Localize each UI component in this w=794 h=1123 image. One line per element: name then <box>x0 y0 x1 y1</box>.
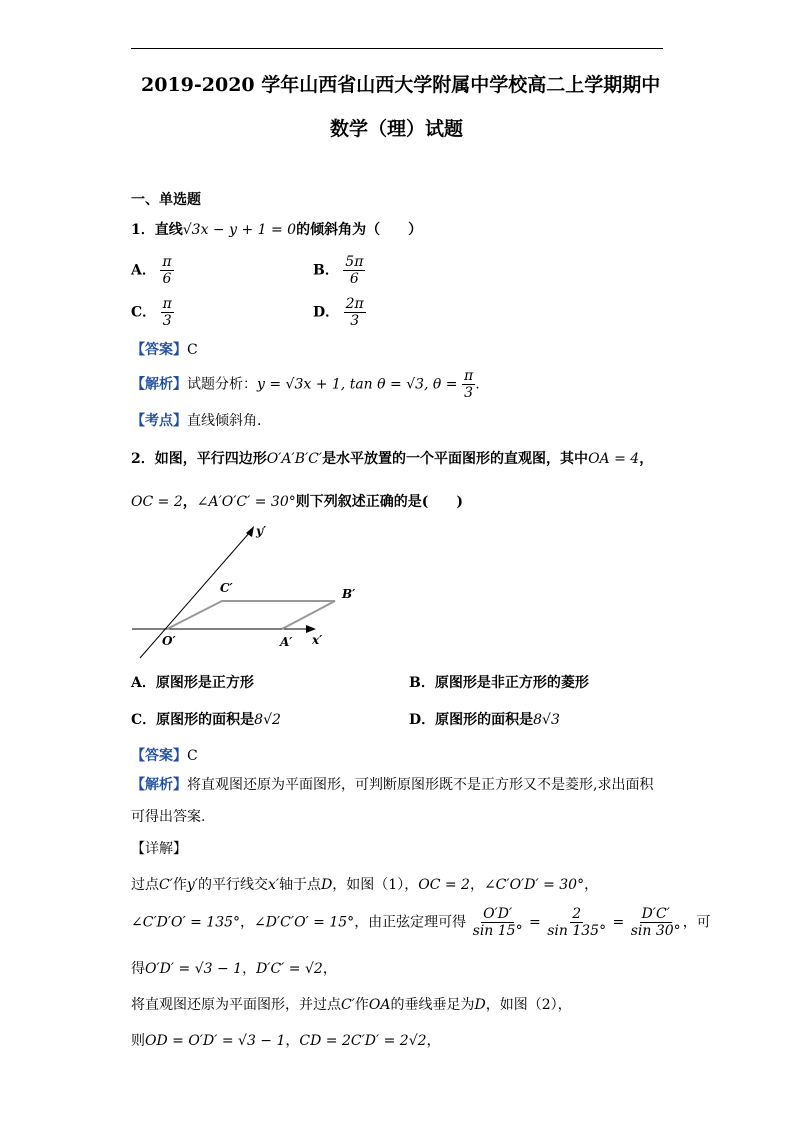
q2-stem-math: OA = 4 <box>588 451 640 467</box>
q1-kaodian <box>131 410 271 430</box>
detail-math: OD = O′D′ = √3 − 1 <box>145 1033 286 1049</box>
q1-stem-math: √3x − y + 1 = 0 <box>182 222 297 238</box>
q1-option-c <box>131 296 174 329</box>
kaodian-text: 直线倾斜角． <box>187 413 271 429</box>
analysis-text: 试题分析： <box>187 376 257 393</box>
option-fraction <box>343 254 365 287</box>
fraction-denominator: 6 <box>162 271 172 288</box>
option-label: B． <box>313 262 339 279</box>
option-text: 原图形的面积是 <box>156 712 255 728</box>
q2-option-c <box>131 709 281 729</box>
q2-option-b <box>409 672 589 692</box>
option-fraction <box>344 296 366 329</box>
q2-detail-line4 <box>131 994 572 1014</box>
q2-option-a <box>131 672 254 692</box>
detail-text: ， <box>584 877 599 893</box>
detail-math: ∠C′O′D′ = 30° <box>483 877 585 893</box>
q2-detail-line2: ∠C′D′O′ = 135°，∠D′C′O′ = 15°，由正弦定理可得 $\frac{O'D'}{\sin 15^\circ}$ = $\frac{2}{\sin 135^\circ}$ = $\frac{D'C'}{\sin 30^\circ}$ ，可 <box>131 906 711 940</box>
option-math: 8√2 <box>254 712 281 728</box>
answer-value: C <box>187 342 198 358</box>
option-label: A． <box>131 675 156 691</box>
q2-analysis-line2: 可得出答案. <box>131 809 206 825</box>
header-rule <box>131 48 663 49</box>
q1-stem-pre: 直线 <box>154 222 183 238</box>
detail-text: 则 <box>131 1033 145 1049</box>
doc-title-line1: 2019-2020 学年山西省山西大学附属中学校高二上学期期中 <box>141 74 661 96</box>
detail-text: 轴于点 <box>279 877 322 893</box>
option-label: A． <box>131 262 156 279</box>
q2-stem-math: ∠A′O′C′ = 30° <box>196 494 296 510</box>
detail-text: 将直观图还原为平面图形，并过点 <box>131 997 341 1013</box>
fraction-denominator: sin 135° <box>547 923 607 940</box>
analysis-text: 将直观图还原为平面图形，可判断原图形既不是正方形又不是菱形,求出面积 <box>187 777 654 793</box>
q2-stem-text: 则下列叙述正确的是( ) <box>295 494 463 510</box>
detail-math: C′ <box>341 997 355 1013</box>
fraction-numerator: 2π <box>345 296 364 312</box>
analysis-tag: 【解析】 <box>131 376 187 393</box>
detail-math: CD = 2C′D′ = 2√2 <box>299 1033 427 1049</box>
detail-math: D <box>321 877 333 893</box>
fraction-numerator: O′D′ <box>483 906 513 922</box>
option-text: 原图形是非正方形的菱形 <box>434 675 589 691</box>
detail-text: ，由正弦定理可得 <box>354 914 467 931</box>
q2-detail-line1 <box>131 874 598 894</box>
fraction-denominator: sin 15° <box>472 923 523 940</box>
q2-stem-text: 如图，平行四边形 <box>154 451 267 467</box>
q2-option-d <box>409 709 560 729</box>
fraction-numerator: 2 <box>572 906 582 922</box>
answer-tag: 【答案】 <box>131 342 187 358</box>
detail-text: ， <box>285 1033 300 1049</box>
detail-math: ∠D′C′O′ = 15° <box>254 914 355 931</box>
option-fraction <box>160 254 173 287</box>
parallelogram-figure <box>130 518 370 660</box>
option-label: B． <box>409 675 435 691</box>
q2-stem-line2 <box>131 491 463 511</box>
detail-math: D′C′ = √2 <box>256 961 323 977</box>
q2-stem-line1 <box>131 448 653 468</box>
label-c-prime: C′ <box>220 581 233 595</box>
sine-fraction <box>629 906 683 939</box>
q2-number: 2． <box>131 451 155 467</box>
analysis-math: y = √3x + 1, tan θ = √3, θ = <box>257 376 458 393</box>
label-a-prime: A′ <box>280 635 293 649</box>
fraction-numerator: D′C′ <box>641 906 670 922</box>
detail-text: ，如图（2）， <box>485 997 572 1013</box>
detail-text: ， <box>240 914 255 931</box>
answer-value: C <box>187 748 198 764</box>
q1-option-a <box>131 254 174 287</box>
detail-text: 作 <box>172 877 187 893</box>
detail-text: ， <box>469 877 484 893</box>
detail-text: ，可 <box>682 914 711 931</box>
detail-math: O′D′ = √3 − 1 <box>145 961 243 977</box>
label-x-prime: x′ <box>312 633 323 647</box>
fraction-numerator: 5π <box>345 254 364 270</box>
x-axis-arrow-icon <box>306 625 316 633</box>
option-label: C． <box>131 304 157 321</box>
q1-analysis: 【解析】试题分析：y = √3x + 1, tan θ = √3, θ = $\frac{\pi}{3}$ . <box>131 368 480 402</box>
fraction-denominator: 6 <box>349 271 359 288</box>
detail-math: C′ <box>159 877 173 893</box>
q2-stem-text: ， <box>182 494 197 510</box>
detail-text: ， <box>426 1033 441 1049</box>
detail-math: OA <box>368 997 391 1013</box>
q2-detail-tag: 【详解】 <box>131 841 187 857</box>
q2-detail-line3 <box>131 958 337 978</box>
detail-math: x′ <box>267 877 280 893</box>
q2-stem-text: ， <box>639 451 654 467</box>
detail-text: 作 <box>354 997 369 1013</box>
option-label: C． <box>131 712 157 728</box>
section-heading: 一、单选题 <box>131 192 201 208</box>
detail-text: 过点 <box>131 877 159 893</box>
option-fraction <box>161 296 174 329</box>
sine-fraction <box>471 906 525 939</box>
q2-stem-math: O′A′B′C′ <box>266 451 323 467</box>
option-math: 8√3 <box>533 712 560 728</box>
answer-tag: 【答案】 <box>131 748 187 764</box>
analysis-tag: 【解析】 <box>131 777 187 793</box>
q1-answer <box>131 339 198 359</box>
fraction-denominator: 3 <box>350 313 360 330</box>
analysis-fraction <box>462 368 475 401</box>
detail-math: ∠C′D′O′ = 135° <box>131 914 241 931</box>
fraction-denominator: sin 30° <box>630 923 681 940</box>
detail-text: 得 <box>131 961 145 977</box>
fraction-denominator: 3 <box>464 385 474 402</box>
detail-math: D <box>474 997 486 1013</box>
detail-math: y′ <box>186 877 198 893</box>
parallelogram-edges <box>167 601 335 629</box>
q2-stem-text: 是水平放置的一个平面图形的直观图，其中 <box>322 451 589 467</box>
q1-option-d <box>313 296 366 329</box>
q1-stem <box>131 219 422 239</box>
label-b-prime: B′ <box>342 587 356 601</box>
q2-detail-line5 <box>131 1030 441 1050</box>
kaodian-tag: 【考点】 <box>131 413 187 429</box>
q2-stem-math: OC = 2 <box>131 494 183 510</box>
detail-text: ， <box>242 961 257 977</box>
q2-answer <box>131 745 198 765</box>
detail-text: 的平行线交 <box>197 877 268 893</box>
sine-fraction <box>545 906 608 939</box>
q2-analysis-line1 <box>131 774 653 794</box>
detail-text: ， <box>322 961 337 977</box>
fraction-denominator: 3 <box>162 313 172 330</box>
q1-number: 1． <box>131 222 155 238</box>
detail-text: ，如图（1）， <box>332 877 419 893</box>
q1-option-b <box>313 254 365 287</box>
label-o-prime: O′ <box>162 634 176 648</box>
option-label: D． <box>409 712 436 728</box>
fraction-numerator: π <box>162 296 172 312</box>
option-text: 原图形是正方形 <box>155 675 254 691</box>
doc-title-line2: 数学（理）试题 <box>330 118 464 140</box>
label-y-prime: y′ <box>256 524 267 538</box>
option-label: D． <box>313 304 340 321</box>
fraction-numerator: π <box>162 254 172 270</box>
detail-text: 的垂线垂足为 <box>390 997 475 1013</box>
detail-math: OC = 2 <box>418 877 470 893</box>
fraction-numerator: π <box>464 368 474 384</box>
q1-stem-post: 的倾斜角为（ ） <box>296 222 423 238</box>
y-axis-line <box>140 532 250 658</box>
option-text: 原图形的面积是 <box>435 712 534 728</box>
